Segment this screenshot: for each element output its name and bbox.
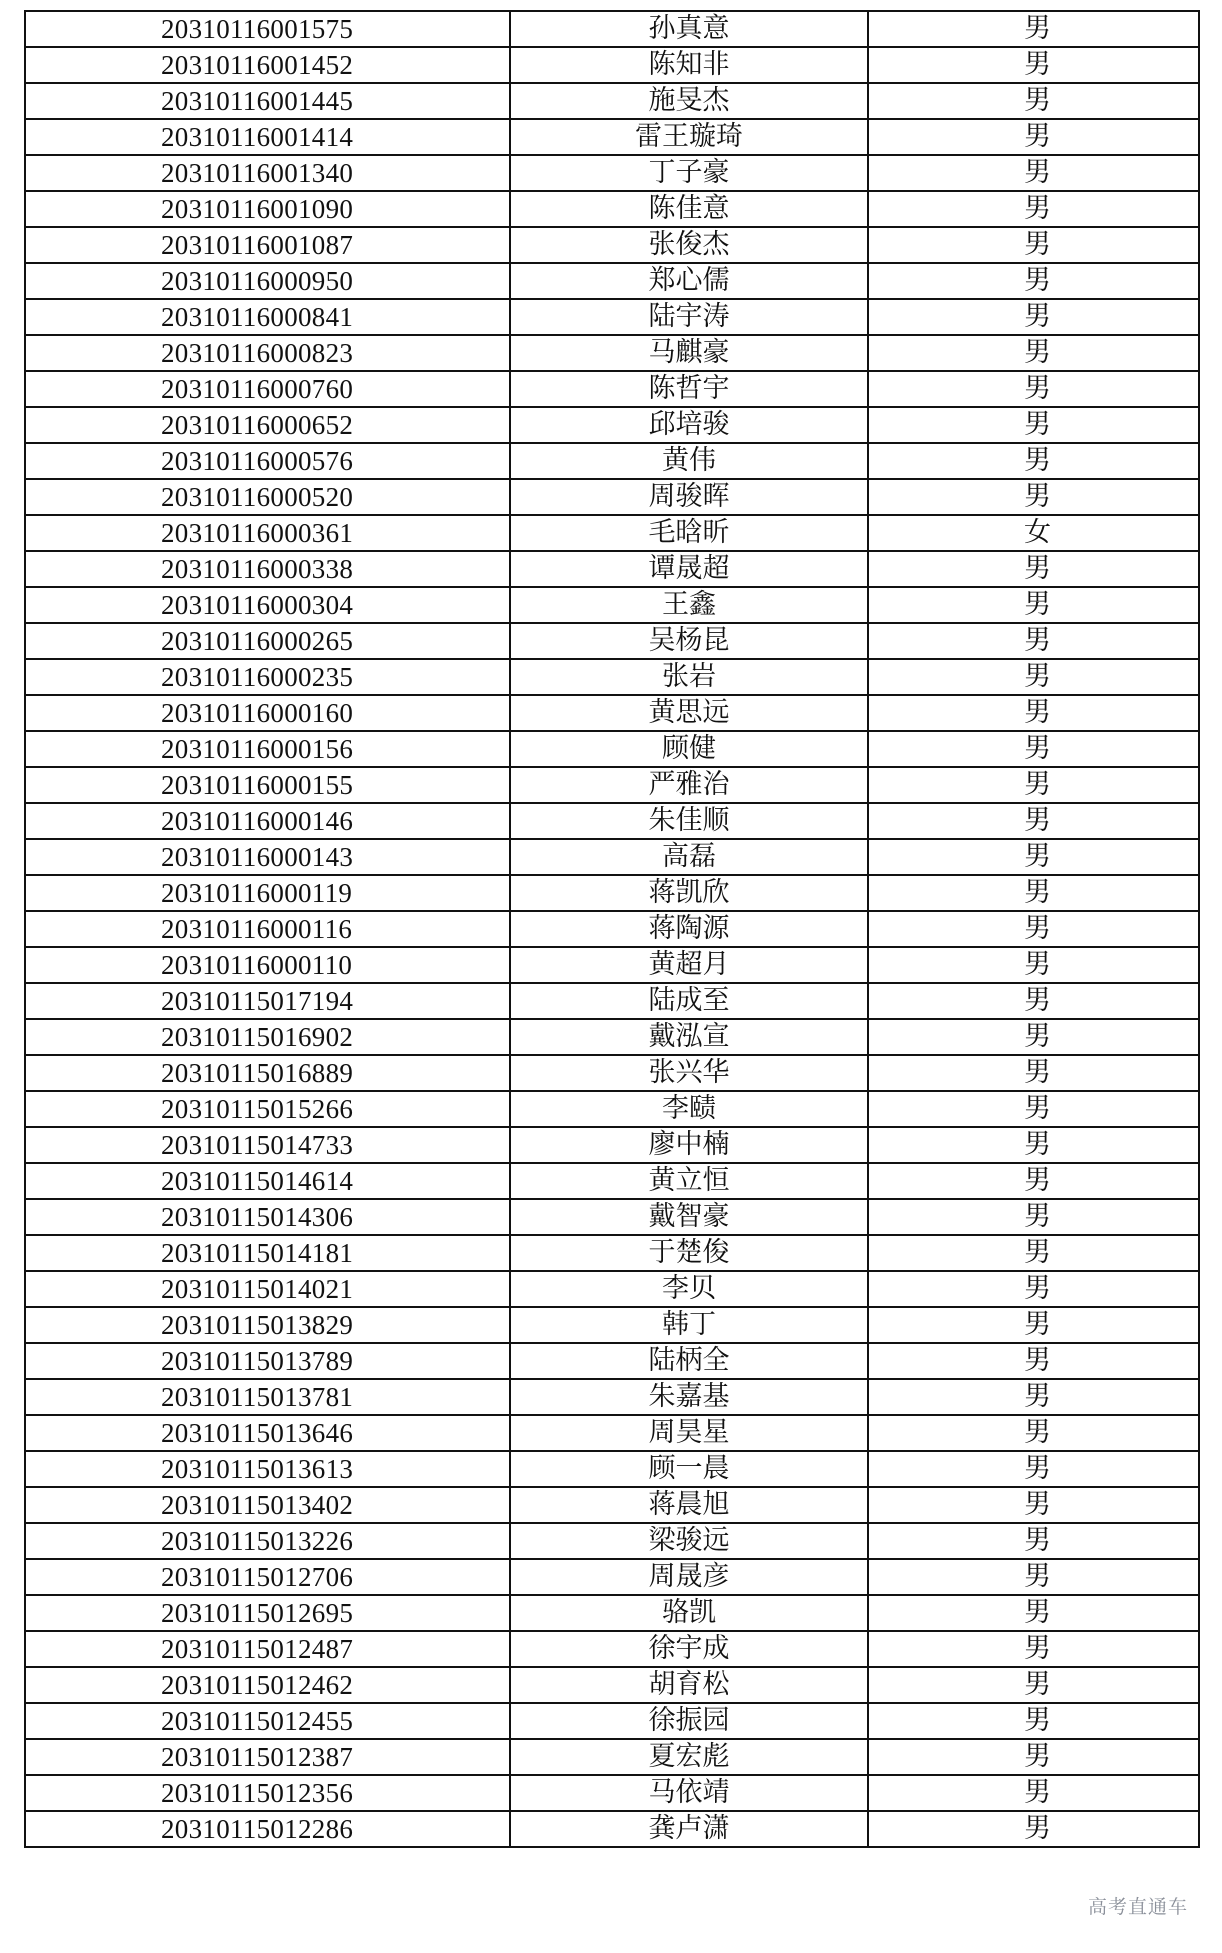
table-row [25,263,1199,299]
gender-cell: 男 [868,947,1199,983]
student-name-cell: 蒋凯欣 [510,875,868,911]
student-name-cell: 黄超月 [510,947,868,983]
table-row [25,227,1199,263]
gender-cell: 男 [868,1307,1199,1343]
candidate-id-cell: 20310116000143 [25,839,510,875]
student-name-cell: 马依靖 [510,1775,868,1811]
gender-cell: 男 [868,803,1199,839]
student-roster-table [24,10,1200,1848]
candidate-id-cell: 20310115013781 [25,1379,510,1415]
table-row [25,1775,1199,1811]
candidate-id-cell: 20310115014733 [25,1127,510,1163]
candidate-id-cell: 20310116001414 [25,119,510,155]
student-name-cell: 雷王璇琦 [510,119,868,155]
gender-cell: 男 [868,1703,1199,1739]
gender-cell: 男 [868,587,1199,623]
gender-cell: 女 [868,515,1199,551]
roster-sheet [24,10,1198,1848]
table-row [25,695,1199,731]
table-row [25,1091,1199,1127]
table-row [25,1595,1199,1631]
candidate-id-cell: 20310116000265 [25,623,510,659]
gender-cell: 男 [868,1451,1199,1487]
candidate-id-cell: 20310115012462 [25,1667,510,1703]
candidate-id-cell: 20310115013613 [25,1451,510,1487]
gender-cell: 男 [868,1127,1199,1163]
student-name-cell: 陈知非 [510,47,868,83]
candidate-id-cell: 20310115012286 [25,1811,510,1847]
student-name-cell: 韩丁 [510,1307,868,1343]
gender-cell: 男 [868,1235,1199,1271]
gender-cell: 男 [868,1379,1199,1415]
student-name-cell: 丁子豪 [510,155,868,191]
student-name-cell: 张俊杰 [510,227,868,263]
student-name-cell: 黄立恒 [510,1163,868,1199]
table-row [25,1163,1199,1199]
table-row [25,947,1199,983]
gender-cell: 男 [868,335,1199,371]
table-row [25,1523,1199,1559]
candidate-id-cell: 20310116001090 [25,191,510,227]
student-name-cell: 马麒豪 [510,335,868,371]
table-row [25,119,1199,155]
candidate-id-cell: 20310115014306 [25,1199,510,1235]
gender-cell: 男 [868,443,1199,479]
student-name-cell: 胡育松 [510,1667,868,1703]
table-row [25,1379,1199,1415]
candidate-id-cell: 20310115013226 [25,1523,510,1559]
candidate-id-cell: 20310116000520 [25,479,510,515]
candidate-id-cell: 20310116000760 [25,371,510,407]
candidate-id-cell: 20310116001340 [25,155,510,191]
table-row [25,1199,1199,1235]
student-name-cell: 张兴华 [510,1055,868,1091]
table-row [25,1739,1199,1775]
student-name-cell: 蒋晨旭 [510,1487,868,1523]
table-row [25,371,1199,407]
candidate-id-cell: 20310116000156 [25,731,510,767]
student-name-cell: 王鑫 [510,587,868,623]
table-row [25,443,1199,479]
candidate-id-cell: 20310115014021 [25,1271,510,1307]
table-row [25,407,1199,443]
student-name-cell: 朱佳顺 [510,803,868,839]
table-row [25,515,1199,551]
student-name-cell: 黄伟 [510,443,868,479]
table-row [25,1415,1199,1451]
gender-cell: 男 [868,1739,1199,1775]
candidate-id-cell: 20310115013789 [25,1343,510,1379]
student-name-cell: 夏宏彪 [510,1739,868,1775]
gender-cell: 男 [868,1559,1199,1595]
gender-cell: 男 [868,1811,1199,1847]
gender-cell: 男 [868,191,1199,227]
candidate-id-cell: 20310116000950 [25,263,510,299]
table-row [25,1667,1199,1703]
candidate-id-cell: 20310116000576 [25,443,510,479]
gender-cell: 男 [868,1163,1199,1199]
candidate-id-cell: 20310116000841 [25,299,510,335]
candidate-id-cell: 20310115012706 [25,1559,510,1595]
student-name-cell: 梁骏远 [510,1523,868,1559]
student-name-cell: 龚卢潇 [510,1811,868,1847]
gender-cell: 男 [868,1667,1199,1703]
candidate-id-cell: 20310116000119 [25,875,510,911]
gender-cell: 男 [868,1019,1199,1055]
student-name-cell: 张岩 [510,659,868,695]
gender-cell: 男 [868,479,1199,515]
student-name-cell: 戴泓宣 [510,1019,868,1055]
gender-cell: 男 [868,767,1199,803]
table-row [25,1019,1199,1055]
student-name-cell: 邱培骏 [510,407,868,443]
watermark-text: 高考直通车 [1087,1896,1188,1918]
table-row [25,1307,1199,1343]
candidate-id-cell: 20310116000338 [25,551,510,587]
table-row [25,1811,1199,1847]
student-name-cell: 于楚俊 [510,1235,868,1271]
table-row [25,551,1199,587]
table-row [25,623,1199,659]
table-row [25,479,1199,515]
student-name-cell: 陆柄全 [510,1343,868,1379]
candidate-id-cell: 20310115016889 [25,1055,510,1091]
table-row [25,299,1199,335]
gender-cell: 男 [868,623,1199,659]
candidate-id-cell: 20310116000361 [25,515,510,551]
table-row [25,1343,1199,1379]
gender-cell: 男 [868,11,1199,47]
gender-cell: 男 [868,227,1199,263]
table-row [25,587,1199,623]
student-name-cell: 谭晟超 [510,551,868,587]
student-name-cell: 周晟彦 [510,1559,868,1595]
student-name-cell: 吴杨昆 [510,623,868,659]
gender-cell: 男 [868,1523,1199,1559]
table-row [25,335,1199,371]
candidate-id-cell: 20310115016902 [25,1019,510,1055]
table-row [25,83,1199,119]
gender-cell: 男 [868,1415,1199,1451]
gender-cell: 男 [868,1487,1199,1523]
student-name-cell: 周骏晖 [510,479,868,515]
gender-cell: 男 [868,1343,1199,1379]
candidate-id-cell: 20310115012387 [25,1739,510,1775]
student-name-cell: 陆宇涛 [510,299,868,335]
table-row [25,659,1199,695]
gender-cell: 男 [868,371,1199,407]
gender-cell: 男 [868,299,1199,335]
student-name-cell: 朱嘉基 [510,1379,868,1415]
student-name-cell: 徐振园 [510,1703,868,1739]
candidate-id-cell: 20310116000160 [25,695,510,731]
gender-cell: 男 [868,875,1199,911]
candidate-id-cell: 20310116000146 [25,803,510,839]
table-row [25,155,1199,191]
student-name-cell: 廖中楠 [510,1127,868,1163]
candidate-id-cell: 20310116001445 [25,83,510,119]
candidate-id-cell: 20310115015266 [25,1091,510,1127]
table-row [25,875,1199,911]
table-row [25,839,1199,875]
gender-cell: 男 [868,1631,1199,1667]
table-row [25,1271,1199,1307]
candidate-id-cell: 20310116000110 [25,947,510,983]
gender-cell: 男 [868,1775,1199,1811]
gender-cell: 男 [868,911,1199,947]
student-name-cell: 李赜 [510,1091,868,1127]
table-row [25,1559,1199,1595]
table-row [25,1631,1199,1667]
table-row [25,911,1199,947]
candidate-id-cell: 20310115017194 [25,983,510,1019]
candidate-id-cell: 20310115013646 [25,1415,510,1451]
table-row [25,11,1199,47]
candidate-id-cell: 20310116000652 [25,407,510,443]
candidate-id-cell: 20310115012695 [25,1595,510,1631]
candidate-id-cell: 20310116001452 [25,47,510,83]
gender-cell: 男 [868,83,1199,119]
gender-cell: 男 [868,1595,1199,1631]
candidate-id-cell: 20310116000116 [25,911,510,947]
student-name-cell: 陈佳意 [510,191,868,227]
candidate-id-cell: 20310115013402 [25,1487,510,1523]
student-name-cell: 徐宇成 [510,1631,868,1667]
candidate-id-cell: 20310115013829 [25,1307,510,1343]
student-name-cell: 顾健 [510,731,868,767]
student-name-cell: 高磊 [510,839,868,875]
table-row [25,767,1199,803]
student-name-cell: 孙真意 [510,11,868,47]
table-row [25,803,1199,839]
gender-cell: 男 [868,1055,1199,1091]
gender-cell: 男 [868,119,1199,155]
gender-cell: 男 [868,659,1199,695]
gender-cell: 男 [868,839,1199,875]
gender-cell: 男 [868,155,1199,191]
gender-cell: 男 [868,695,1199,731]
student-name-cell: 陆成至 [510,983,868,1019]
table-row [25,1235,1199,1271]
candidate-id-cell: 20310116000235 [25,659,510,695]
gender-cell: 男 [868,983,1199,1019]
candidate-id-cell: 20310115012487 [25,1631,510,1667]
candidate-id-cell: 20310115014614 [25,1163,510,1199]
candidate-id-cell: 20310115012356 [25,1775,510,1811]
student-name-cell: 严雅治 [510,767,868,803]
student-name-cell: 陈哲宇 [510,371,868,407]
table-row [25,47,1199,83]
student-name-cell: 黄思远 [510,695,868,731]
candidate-id-cell: 20310116001087 [25,227,510,263]
student-name-cell: 骆凯 [510,1595,868,1631]
student-name-cell: 郑心儒 [510,263,868,299]
gender-cell: 男 [868,47,1199,83]
roster-body [25,11,1199,1847]
table-row [25,1487,1199,1523]
candidate-id-cell: 20310115014181 [25,1235,510,1271]
table-row [25,1127,1199,1163]
candidate-id-cell: 20310116000304 [25,587,510,623]
student-name-cell: 顾一晨 [510,1451,868,1487]
student-name-cell: 毛晗昕 [510,515,868,551]
gender-cell: 男 [868,407,1199,443]
candidate-id-cell: 20310115012455 [25,1703,510,1739]
student-name-cell: 戴智豪 [510,1199,868,1235]
candidate-id-cell: 20310116000823 [25,335,510,371]
candidate-id-cell: 20310116000155 [25,767,510,803]
gender-cell: 男 [868,731,1199,767]
table-row [25,1703,1199,1739]
table-row [25,983,1199,1019]
gender-cell: 男 [868,1199,1199,1235]
candidate-id-cell: 20310116001575 [25,11,510,47]
student-name-cell: 施旻杰 [510,83,868,119]
student-name-cell: 蒋陶源 [510,911,868,947]
table-row [25,731,1199,767]
table-row [25,191,1199,227]
student-name-cell: 周昊星 [510,1415,868,1451]
table-row [25,1055,1199,1091]
gender-cell: 男 [868,263,1199,299]
student-name-cell: 李贝 [510,1271,868,1307]
table-row [25,1451,1199,1487]
gender-cell: 男 [868,1091,1199,1127]
gender-cell: 男 [868,551,1199,587]
gender-cell: 男 [868,1271,1199,1307]
